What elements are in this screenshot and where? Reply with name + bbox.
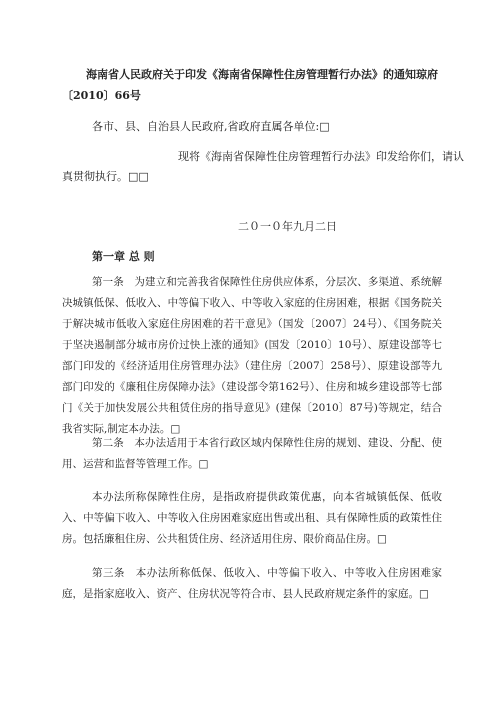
document-title-line1: 海南省人民政府关于印发《海南省保障性住房管理暂行办法》的通知琼府 xyxy=(86,68,438,81)
notice-line2: 真贯彻执行。□□ xyxy=(62,170,149,183)
notice-line1: 现将《海南省保障性住房管理暂行办法》印发给你们，请认 xyxy=(178,150,464,163)
document-title-line2: 〔2010〕66号 xyxy=(62,89,141,102)
issue-date: 二０一０年九月二日 xyxy=(238,220,337,233)
addressee: 各市、县、自治县人民政府,省政府直属各单位:□ xyxy=(92,120,330,133)
article-3: 第三条 本办法所称低保、低收入、中等偏下收入、中等收入住房困难家庭，是指家庭收入、资产、住房状况等符合市、县人民政府规定条件的家庭。□ xyxy=(62,567,442,600)
chapter-heading: 第一章 总 则 xyxy=(92,250,155,263)
article-1: 第一条 为建立和完善我省保障性住房供应体系，分层次、多渠道、系统解决城镇低保、低收入、中等偏下收入、中等收入家庭的住房困难，根据《国务院关于解决城市低收入家庭住房困难的若干意见》（国发〔2007〕24号）、《国务院关于坚决遏制部分城市房价过快上涨的通知》(国发〔2010〕10号）、原建设部等七部门印发的《经济适用住房管理办法》（建住房〔2007〕258号）、原建设部等九部门印发的《廉租住房保障办法》（建设部令第162号）、住房和城乡建设部等七部门《关于加快发展公共租赁住房的指导意见》(建保〔2010〕87号)等规定，结合我省实际,制定本办法。□ xyxy=(62,276,442,435)
article-2-definition: 本办法所称保障性住房，是指政府提供政策优惠，向本省城镇低保、低收入、中等偏下收入、中等收入住房困难家庭出售或出租、具有保障性质的政策性住房。包括廉租住房、公共租赁住房、经济适用住房、限价商品住房。□ xyxy=(62,491,442,545)
article-2: 第二条 本办法适用于本省行政区域内保障性住房的规划、建设、分配、使用、运营和监督等管理工作。□ xyxy=(62,437,442,470)
